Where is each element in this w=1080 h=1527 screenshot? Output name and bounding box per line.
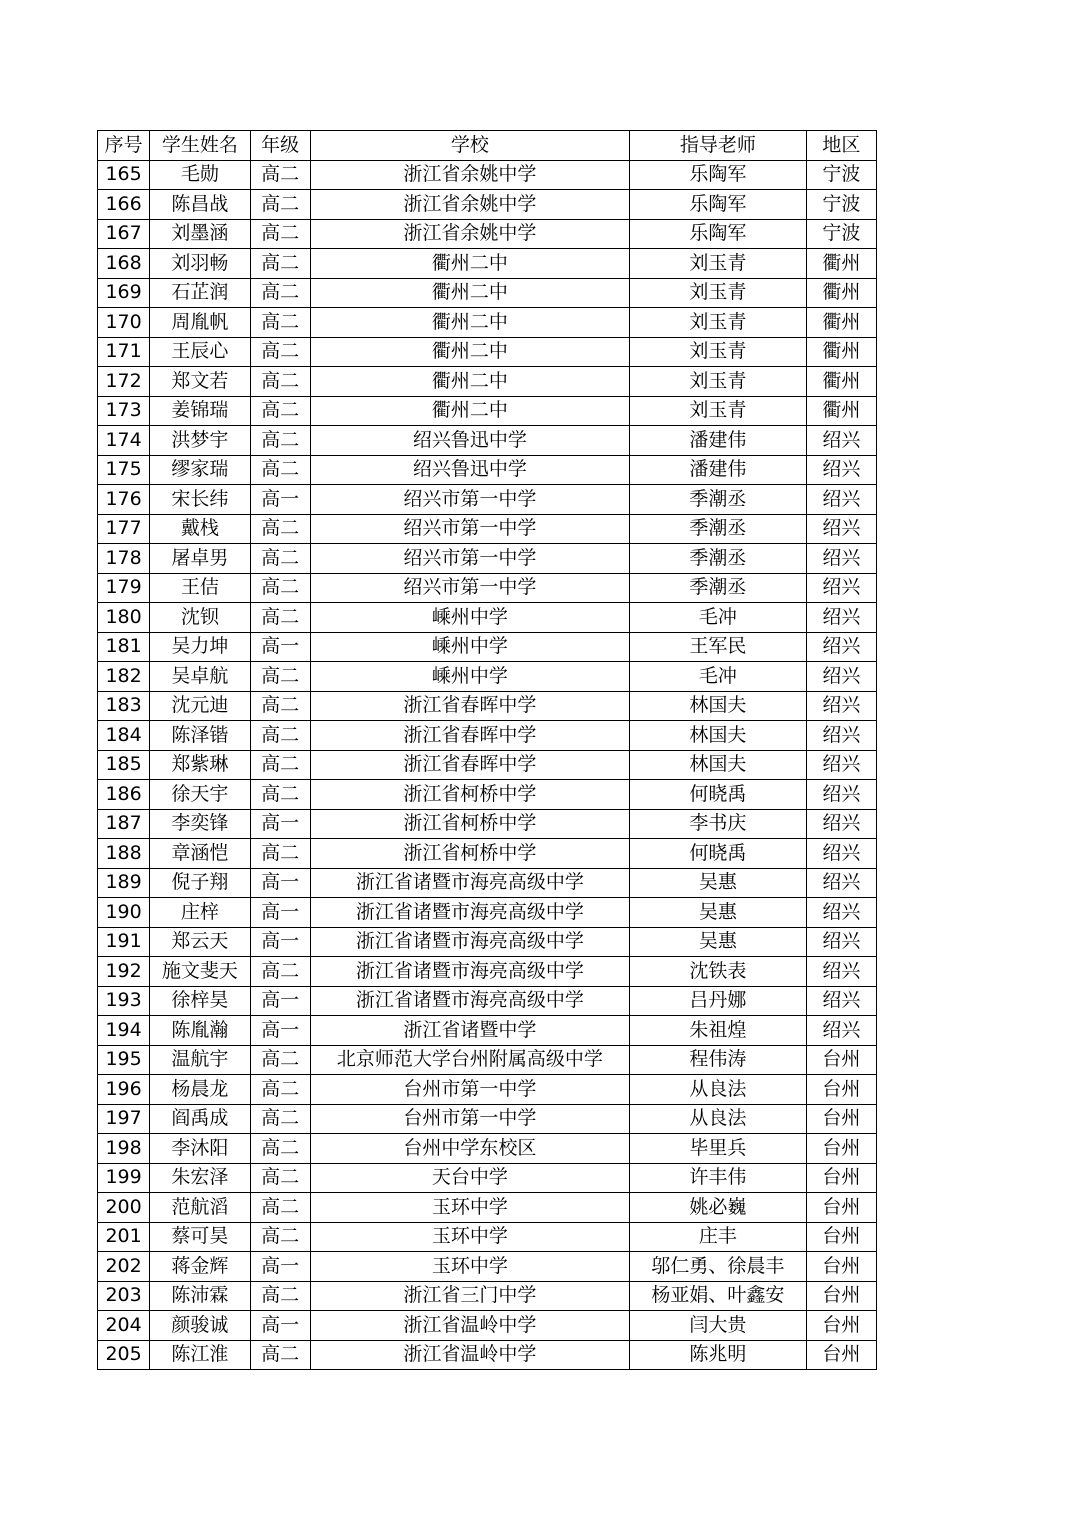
cell-school: 浙江省诸暨中学 (310, 1016, 629, 1046)
cell-grade: 高一 (250, 1311, 310, 1341)
cell-student-name: 戴栈 (150, 514, 250, 544)
cell-grade: 高二 (250, 337, 310, 367)
cell-school: 衢州二中 (310, 396, 629, 426)
cell-grade: 高二 (250, 662, 310, 692)
cell-school: 浙江省诸暨市海亮高级中学 (310, 986, 629, 1016)
cell-school: 浙江省春晖中学 (310, 691, 629, 721)
cell-region: 衢州 (806, 337, 876, 367)
cell-advisor: 刘玉青 (630, 308, 807, 338)
cell-region: 宁波 (806, 219, 876, 249)
cell-student-name: 庄梓 (150, 898, 250, 928)
cell-student-name: 沈元迪 (150, 691, 250, 721)
header-school: 学校 (310, 131, 629, 161)
cell-grade: 高二 (250, 957, 310, 987)
cell-school: 玉环中学 (310, 1193, 629, 1223)
table-row (98, 1045, 877, 1075)
student-list-table (97, 130, 877, 1370)
table-row (98, 337, 877, 367)
cell-grade: 高二 (250, 1163, 310, 1193)
cell-grade: 高二 (250, 839, 310, 869)
cell-advisor: 刘玉青 (630, 337, 807, 367)
cell-student-name: 刘羽畅 (150, 249, 250, 279)
cell-serial-number: 189 (98, 868, 150, 898)
cell-student-name: 缪家瑞 (150, 455, 250, 485)
cell-serial-number: 179 (98, 573, 150, 603)
cell-school: 浙江省春晖中学 (310, 721, 629, 751)
cell-serial-number: 171 (98, 337, 150, 367)
cell-region: 台州 (806, 1311, 876, 1341)
cell-region: 台州 (806, 1163, 876, 1193)
table-row (98, 1104, 877, 1134)
cell-school: 台州市第一中学 (310, 1104, 629, 1134)
cell-serial-number: 180 (98, 603, 150, 633)
cell-serial-number: 205 (98, 1340, 150, 1370)
cell-student-name: 倪子翔 (150, 868, 250, 898)
cell-advisor: 许丰伟 (630, 1163, 807, 1193)
cell-student-name: 章涵恺 (150, 839, 250, 869)
table-row (98, 190, 877, 220)
cell-region: 台州 (806, 1104, 876, 1134)
table-row (98, 1075, 877, 1105)
cell-school: 浙江省余姚中学 (310, 219, 629, 249)
header-region: 地区 (806, 131, 876, 161)
cell-student-name: 宋长纬 (150, 485, 250, 515)
cell-serial-number: 204 (98, 1311, 150, 1341)
cell-advisor: 闫大贵 (630, 1311, 807, 1341)
cell-advisor: 姚必巍 (630, 1193, 807, 1223)
cell-region: 绍兴 (806, 898, 876, 928)
cell-advisor: 吴惠 (630, 898, 807, 928)
cell-grade: 高二 (250, 1222, 310, 1252)
cell-advisor: 吴惠 (630, 868, 807, 898)
table-row (98, 514, 877, 544)
cell-region: 衢州 (806, 396, 876, 426)
cell-grade: 高一 (250, 1252, 310, 1282)
cell-advisor: 何晓禹 (630, 839, 807, 869)
cell-region: 绍兴 (806, 927, 876, 957)
cell-student-name: 吴卓航 (150, 662, 250, 692)
cell-school: 浙江省余姚中学 (310, 160, 629, 190)
table-row (98, 426, 877, 456)
cell-school: 浙江省温岭中学 (310, 1340, 629, 1370)
cell-grade: 高一 (250, 898, 310, 928)
cell-advisor: 季潮丞 (630, 573, 807, 603)
cell-student-name: 毛勋 (150, 160, 250, 190)
cell-student-name: 周胤帆 (150, 308, 250, 338)
cell-serial-number: 191 (98, 927, 150, 957)
cell-advisor: 潘建伟 (630, 426, 807, 456)
cell-advisor: 季潮丞 (630, 544, 807, 574)
cell-serial-number: 176 (98, 485, 150, 515)
cell-serial-number: 203 (98, 1281, 150, 1311)
cell-advisor: 刘玉青 (630, 367, 807, 397)
cell-school: 绍兴鲁迅中学 (310, 455, 629, 485)
cell-student-name: 阎禹成 (150, 1104, 250, 1134)
cell-region: 绍兴 (806, 957, 876, 987)
table-row (98, 868, 877, 898)
cell-student-name: 洪梦宇 (150, 426, 250, 456)
cell-advisor: 乐陶军 (630, 190, 807, 220)
cell-serial-number: 188 (98, 839, 150, 869)
cell-advisor: 沈铁表 (630, 957, 807, 987)
cell-student-name: 施文斐天 (150, 957, 250, 987)
header-serial-number: 序号 (98, 131, 150, 161)
cell-serial-number: 185 (98, 750, 150, 780)
cell-school: 浙江省柯桥中学 (310, 839, 629, 869)
cell-student-name: 石芷润 (150, 278, 250, 308)
cell-grade: 高二 (250, 190, 310, 220)
header-advisor: 指导老师 (630, 131, 807, 161)
cell-school: 绍兴市第一中学 (310, 514, 629, 544)
table-row (98, 986, 877, 1016)
cell-grade: 高二 (250, 691, 310, 721)
table-header-row (98, 131, 877, 161)
cell-student-name: 姜锦瑞 (150, 396, 250, 426)
cell-grade: 高二 (250, 1281, 310, 1311)
cell-region: 衢州 (806, 249, 876, 279)
table-row (98, 396, 877, 426)
table-row (98, 750, 877, 780)
cell-school: 台州市第一中学 (310, 1075, 629, 1105)
cell-student-name: 郑紫琳 (150, 750, 250, 780)
cell-school: 浙江省春晖中学 (310, 750, 629, 780)
cell-grade: 高二 (250, 750, 310, 780)
table-row (98, 603, 877, 633)
cell-grade: 高二 (250, 455, 310, 485)
cell-serial-number: 196 (98, 1075, 150, 1105)
cell-advisor: 毕里兵 (630, 1134, 807, 1164)
cell-advisor: 毛冲 (630, 662, 807, 692)
cell-region: 绍兴 (806, 691, 876, 721)
cell-serial-number: 167 (98, 219, 150, 249)
table-row (98, 1340, 877, 1370)
cell-advisor: 刘玉青 (630, 396, 807, 426)
cell-school: 绍兴鲁迅中学 (310, 426, 629, 456)
cell-grade: 高二 (250, 780, 310, 810)
table-row (98, 1193, 877, 1223)
cell-grade: 高二 (250, 1193, 310, 1223)
cell-student-name: 陈江淮 (150, 1340, 250, 1370)
cell-student-name: 陈泽锴 (150, 721, 250, 751)
table-row (98, 898, 877, 928)
cell-advisor: 林国夫 (630, 691, 807, 721)
cell-serial-number: 184 (98, 721, 150, 751)
table-row (98, 662, 877, 692)
cell-serial-number: 200 (98, 1193, 150, 1223)
cell-region: 台州 (806, 1075, 876, 1105)
table-row (98, 809, 877, 839)
cell-serial-number: 198 (98, 1134, 150, 1164)
cell-region: 台州 (806, 1193, 876, 1223)
table-row (98, 1222, 877, 1252)
cell-school: 浙江省诸暨市海亮高级中学 (310, 957, 629, 987)
cell-student-name: 王佶 (150, 573, 250, 603)
cell-advisor: 李书庆 (630, 809, 807, 839)
table-row (98, 1311, 877, 1341)
cell-advisor: 林国夫 (630, 750, 807, 780)
cell-serial-number: 183 (98, 691, 150, 721)
cell-school: 嵊州中学 (310, 632, 629, 662)
cell-serial-number: 173 (98, 396, 150, 426)
cell-school: 浙江省柯桥中学 (310, 809, 629, 839)
cell-serial-number: 174 (98, 426, 150, 456)
cell-serial-number: 168 (98, 249, 150, 279)
table-row (98, 544, 877, 574)
cell-advisor: 刘玉青 (630, 278, 807, 308)
cell-grade: 高一 (250, 632, 310, 662)
cell-student-name: 朱宏泽 (150, 1163, 250, 1193)
cell-student-name: 王辰心 (150, 337, 250, 367)
cell-region: 台州 (806, 1340, 876, 1370)
cell-advisor: 毛冲 (630, 603, 807, 633)
table-row (98, 839, 877, 869)
cell-serial-number: 181 (98, 632, 150, 662)
table-row (98, 249, 877, 279)
header-student-name: 学生姓名 (150, 131, 250, 161)
cell-advisor: 吕丹娜 (630, 986, 807, 1016)
cell-serial-number: 170 (98, 308, 150, 338)
cell-region: 台州 (806, 1281, 876, 1311)
table-row (98, 1252, 877, 1282)
cell-region: 绍兴 (806, 603, 876, 633)
cell-grade: 高二 (250, 573, 310, 603)
cell-advisor: 潘建伟 (630, 455, 807, 485)
cell-advisor: 陈兆明 (630, 1340, 807, 1370)
cell-region: 绍兴 (806, 750, 876, 780)
cell-advisor: 刘玉青 (630, 249, 807, 279)
cell-grade: 高二 (250, 514, 310, 544)
cell-serial-number: 186 (98, 780, 150, 810)
cell-region: 宁波 (806, 190, 876, 220)
cell-advisor: 庄丰 (630, 1222, 807, 1252)
cell-region: 台州 (806, 1222, 876, 1252)
cell-school: 嵊州中学 (310, 603, 629, 633)
cell-grade: 高二 (250, 278, 310, 308)
cell-region: 绍兴 (806, 721, 876, 751)
cell-grade: 高一 (250, 927, 310, 957)
cell-region: 绍兴 (806, 485, 876, 515)
cell-student-name: 蔡可昊 (150, 1222, 250, 1252)
cell-serial-number: 194 (98, 1016, 150, 1046)
table-body (98, 160, 877, 1370)
cell-region: 绍兴 (806, 1016, 876, 1046)
table-row (98, 1016, 877, 1046)
cell-region: 绍兴 (806, 868, 876, 898)
table-row (98, 721, 877, 751)
cell-grade: 高二 (250, 1134, 310, 1164)
cell-region: 台州 (806, 1045, 876, 1075)
cell-student-name: 范航滔 (150, 1193, 250, 1223)
cell-region: 台州 (806, 1252, 876, 1282)
cell-serial-number: 192 (98, 957, 150, 987)
cell-grade: 高二 (250, 396, 310, 426)
cell-advisor: 乐陶军 (630, 160, 807, 190)
cell-grade: 高二 (250, 308, 310, 338)
cell-region: 绍兴 (806, 662, 876, 692)
cell-advisor: 乐陶军 (630, 219, 807, 249)
cell-region: 台州 (806, 1134, 876, 1164)
cell-serial-number: 195 (98, 1045, 150, 1075)
cell-student-name: 屠卓男 (150, 544, 250, 574)
cell-region: 绍兴 (806, 455, 876, 485)
cell-student-name: 李奕锋 (150, 809, 250, 839)
cell-advisor: 程伟涛 (630, 1045, 807, 1075)
table-row (98, 1134, 877, 1164)
cell-region: 衢州 (806, 367, 876, 397)
table-row (98, 632, 877, 662)
cell-school: 天台中学 (310, 1163, 629, 1193)
table-row (98, 1163, 877, 1193)
cell-region: 宁波 (806, 160, 876, 190)
cell-student-name: 吴力坤 (150, 632, 250, 662)
cell-grade: 高二 (250, 249, 310, 279)
table-row (98, 957, 877, 987)
cell-grade: 高二 (250, 603, 310, 633)
cell-advisor: 吴惠 (630, 927, 807, 957)
cell-advisor: 何晓禹 (630, 780, 807, 810)
cell-advisor: 从良法 (630, 1075, 807, 1105)
cell-student-name: 陈沛霖 (150, 1281, 250, 1311)
cell-school: 玉环中学 (310, 1222, 629, 1252)
cell-school: 衢州二中 (310, 337, 629, 367)
cell-advisor: 季潮丞 (630, 514, 807, 544)
cell-serial-number: 193 (98, 986, 150, 1016)
cell-grade: 高二 (250, 1340, 310, 1370)
cell-serial-number: 199 (98, 1163, 150, 1193)
cell-region: 绍兴 (806, 809, 876, 839)
table-row (98, 278, 877, 308)
cell-region: 绍兴 (806, 632, 876, 662)
cell-grade: 高一 (250, 868, 310, 898)
table-row (98, 160, 877, 190)
cell-serial-number: 190 (98, 898, 150, 928)
cell-student-name: 陈胤瀚 (150, 1016, 250, 1046)
cell-school: 衢州二中 (310, 308, 629, 338)
table-row (98, 455, 877, 485)
cell-grade: 高二 (250, 1075, 310, 1105)
cell-student-name: 沈钡 (150, 603, 250, 633)
cell-advisor: 季潮丞 (630, 485, 807, 515)
cell-school: 玉环中学 (310, 1252, 629, 1282)
cell-school: 北京师范大学台州附属高级中学 (310, 1045, 629, 1075)
cell-school: 绍兴市第一中学 (310, 544, 629, 574)
cell-school: 嵊州中学 (310, 662, 629, 692)
cell-region: 绍兴 (806, 986, 876, 1016)
cell-school: 浙江省诸暨市海亮高级中学 (310, 868, 629, 898)
cell-serial-number: 172 (98, 367, 150, 397)
cell-region: 绍兴 (806, 839, 876, 869)
cell-school: 浙江省柯桥中学 (310, 780, 629, 810)
table-row (98, 927, 877, 957)
cell-school: 浙江省余姚中学 (310, 190, 629, 220)
cell-school: 绍兴市第一中学 (310, 573, 629, 603)
cell-school: 浙江省诸暨市海亮高级中学 (310, 927, 629, 957)
cell-serial-number: 165 (98, 160, 150, 190)
table-row (98, 1281, 877, 1311)
cell-serial-number: 201 (98, 1222, 150, 1252)
cell-serial-number: 177 (98, 514, 150, 544)
cell-school: 绍兴市第一中学 (310, 485, 629, 515)
cell-grade: 高一 (250, 1016, 310, 1046)
cell-advisor: 从良法 (630, 1104, 807, 1134)
cell-advisor: 林国夫 (630, 721, 807, 751)
cell-serial-number: 166 (98, 190, 150, 220)
cell-student-name: 刘墨涵 (150, 219, 250, 249)
cell-region: 衢州 (806, 308, 876, 338)
cell-serial-number: 197 (98, 1104, 150, 1134)
cell-grade: 高二 (250, 219, 310, 249)
cell-grade: 高二 (250, 721, 310, 751)
cell-student-name: 蒋金辉 (150, 1252, 250, 1282)
table-row (98, 367, 877, 397)
cell-serial-number: 169 (98, 278, 150, 308)
cell-school: 浙江省温岭中学 (310, 1311, 629, 1341)
cell-serial-number: 182 (98, 662, 150, 692)
cell-grade: 高二 (250, 426, 310, 456)
header-grade: 年级 (250, 131, 310, 161)
cell-advisor: 邬仁勇、徐晨丰 (630, 1252, 807, 1282)
cell-region: 绍兴 (806, 426, 876, 456)
cell-region: 绍兴 (806, 573, 876, 603)
cell-region: 绍兴 (806, 514, 876, 544)
cell-grade: 高一 (250, 485, 310, 515)
table-row (98, 308, 877, 338)
cell-grade: 高二 (250, 544, 310, 574)
cell-student-name: 李沐阳 (150, 1134, 250, 1164)
cell-serial-number: 202 (98, 1252, 150, 1282)
table-row (98, 573, 877, 603)
cell-student-name: 陈昌战 (150, 190, 250, 220)
cell-serial-number: 178 (98, 544, 150, 574)
cell-serial-number: 175 (98, 455, 150, 485)
table-row (98, 691, 877, 721)
cell-school: 衢州二中 (310, 278, 629, 308)
cell-school: 台州中学东校区 (310, 1134, 629, 1164)
cell-school: 浙江省诸暨市海亮高级中学 (310, 898, 629, 928)
table-row (98, 780, 877, 810)
cell-student-name: 杨晨龙 (150, 1075, 250, 1105)
cell-advisor: 杨亚娟、叶鑫安 (630, 1281, 807, 1311)
cell-advisor: 朱祖煌 (630, 1016, 807, 1046)
cell-student-name: 温航宇 (150, 1045, 250, 1075)
cell-serial-number: 187 (98, 809, 150, 839)
table-row (98, 485, 877, 515)
cell-grade: 高二 (250, 1104, 310, 1134)
cell-grade: 高二 (250, 367, 310, 397)
cell-grade: 高二 (250, 1045, 310, 1075)
cell-region: 绍兴 (806, 544, 876, 574)
cell-student-name: 徐梓昊 (150, 986, 250, 1016)
cell-grade: 高一 (250, 986, 310, 1016)
cell-school: 衢州二中 (310, 249, 629, 279)
cell-school: 浙江省三门中学 (310, 1281, 629, 1311)
cell-student-name: 郑文若 (150, 367, 250, 397)
cell-region: 衢州 (806, 278, 876, 308)
cell-student-name: 颜骏诚 (150, 1311, 250, 1341)
cell-grade: 高一 (250, 809, 310, 839)
cell-student-name: 郑云天 (150, 927, 250, 957)
cell-student-name: 徐天宇 (150, 780, 250, 810)
cell-school: 衢州二中 (310, 367, 629, 397)
cell-region: 绍兴 (806, 780, 876, 810)
table-row (98, 219, 877, 249)
cell-advisor: 王军民 (630, 632, 807, 662)
cell-grade: 高二 (250, 160, 310, 190)
